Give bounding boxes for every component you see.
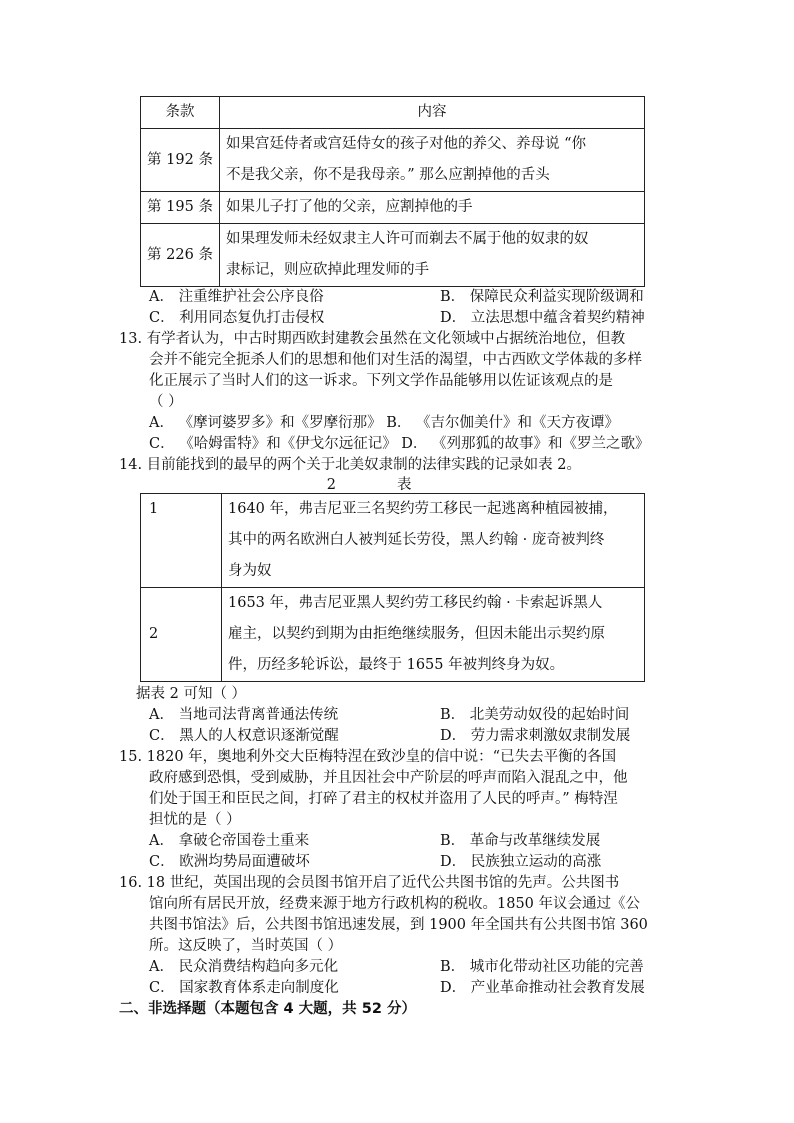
clause-content <box>220 192 645 224</box>
clause-number: 第 226 条 <box>141 224 220 287</box>
header-content: 内容 <box>220 97 645 129</box>
record-line: 1653 年，弗吉尼亚黑人契约劳工移民约翰 · 卡索起诉黑人 <box>228 595 603 611</box>
table-caption <box>0 475 794 495</box>
q16-option-a: A． 民众消费结构趋向多元化 <box>149 959 339 975</box>
q14-ask: 据表 2 可知（ ） <box>136 686 247 702</box>
q15-option-c: C． 欧洲均势局面遭破坏 <box>149 854 310 870</box>
clause-content <box>220 129 645 192</box>
q15-stem-line: 们处于国王和臣民之间，打碎了君主的权杖并盗用了人民的呼声。” 梅特涅 <box>149 791 618 807</box>
clause-number: 第 192 条 <box>141 129 220 192</box>
slavery-records-table <box>140 493 645 682</box>
header-clause: 条款 <box>141 97 220 129</box>
record-number: 1 <box>141 494 222 588</box>
q13-options-cd: C． 《哈姆雷特》和《伊戈尔远征记》 D． 《列那狐的故事》和《罗兰之歌》 <box>149 436 650 452</box>
q14-option-d: D． 劳力需求刺激奴隶制发展 <box>440 728 631 744</box>
q15-option-b: B． 革命与改革继续发展 <box>440 833 601 849</box>
record-line: 其中的两名欧洲白人被判延长劳役，黑人约翰 · 庞奇被判终 <box>228 532 605 548</box>
record-number: 2 <box>141 588 222 682</box>
q15-option-a: A． 拿破仑帝国卷土重来 <box>149 833 310 849</box>
clause-line: 如果儿子打了他的父亲，应割掉他的手 <box>226 199 473 215</box>
table-header-row <box>141 97 645 129</box>
record-line: 件，历经多轮诉讼，最终于 1655 年被判终身为奴。 <box>228 657 565 673</box>
record-content <box>222 588 645 682</box>
clause-line: 隶标记，则应砍掉此理发师的手 <box>226 262 429 278</box>
clause-content <box>220 224 645 287</box>
q12-option-b: B． 保障民众利益实现阶级调和 <box>440 289 644 305</box>
q14-option-c: C． 黑人的人权意识逐渐觉醒 <box>149 728 339 744</box>
clause-line: 不是我父亲，你不是我母亲。” 那么应割掉他的舌头 <box>226 167 550 183</box>
q16-stem-line: 16. 18 世纪，英国出现的会员图书馆开启了近代公共图书馆的先声。公共图书 <box>119 875 620 891</box>
record-line: 身为奴 <box>228 563 272 579</box>
q13-stem-line: 会并不能完全扼杀人们的思想和他们对生活的渴望，中古西欧文学体裁的多样 <box>149 352 642 368</box>
table-row <box>141 588 645 682</box>
q13-stem-line: 化正展示了当时人们的这一诉求。下列文学作品能够用以佐证该观点的是 <box>149 373 613 389</box>
table-row <box>141 494 645 588</box>
table-row <box>141 224 645 287</box>
q16-option-b: B． 城市化带动社区功能的完善 <box>440 959 644 975</box>
q16-option-d: D． 产业革命推动社会教育发展 <box>440 980 645 996</box>
q16-stem-line: 馆向所有居民开放，经费来源于地方行政机构的税收。1850 年议会通过《公 <box>149 896 641 912</box>
clause-number: 第 195 条 <box>141 192 220 224</box>
table-row <box>141 129 645 192</box>
q12-option-c: C． 利用同态复仇打击侵权 <box>149 310 325 326</box>
q15-stem-line: 担忧的是（ ） <box>149 812 241 828</box>
q13-options-ab: A． 《摩诃婆罗多》和《罗摩衍那》 B． 《吉尔伽美什》和《天方夜谭》 <box>149 415 619 431</box>
q13-stem-line: 13. 有学者认为，中古时期西欧封建教会虽然在文化领域中占据统治地位，但教 <box>119 331 626 347</box>
q14-stem: 14. 目前能找到的最早的两个关于北美奴隶制的法律实践的记录如表 2。 <box>119 457 582 473</box>
q14-option-b: B． 北美劳动奴役的起始时间 <box>440 707 630 723</box>
q15-option-d: D． 民族独立运动的高涨 <box>440 854 602 870</box>
clause-line: 如果理发师未经奴隶主人许可而剃去不属于他的奴隶的奴 <box>226 231 589 247</box>
clause-line: 如果宫廷侍者或宫廷侍女的孩子对他的养父、养母说 “你 <box>226 136 587 152</box>
record-content <box>222 494 645 588</box>
q12-option-d: D． 立法思想中蕴含着契约精神 <box>440 310 645 326</box>
record-line: 1640 年，弗吉尼亚三名契约劳工移民一起逃离种植园被捕， <box>228 501 618 517</box>
q14-option-a: A． 当地司法背离普通法传统 <box>149 707 339 723</box>
law-clauses-table <box>140 96 645 287</box>
q15-stem-line: 15. 1820 年，奥地利外交大臣梅特涅在致沙皇的信中说：“已失去平衡的各国 <box>119 749 617 765</box>
q15-stem-line: 政府感到恐惧，受到威胁，并且因社会中产阶层的呼声而陷入混乱之中，他 <box>149 770 628 786</box>
q12-option-a: A． 注重维护社会公序良俗 <box>149 289 324 305</box>
table-row <box>141 192 645 224</box>
q16-stem-line: 所。这反映了，当时英国（ ） <box>149 938 343 954</box>
q16-option-c: C． 国家教育体系走向制度化 <box>149 980 339 996</box>
q13-answer-blank: （ ） <box>149 394 183 410</box>
section-heading: 二、非选择题（本题包含 4 大题，共 52 分） <box>119 1001 416 1017</box>
q16-stem-line: 共图书馆法》后，公共图书馆迅速发展，到 1900 年全国共有公共图书馆 360 <box>149 917 648 933</box>
record-line: 雇主，以契约到期为由拒绝继续服务，但因未能出示契约原 <box>228 626 605 642</box>
